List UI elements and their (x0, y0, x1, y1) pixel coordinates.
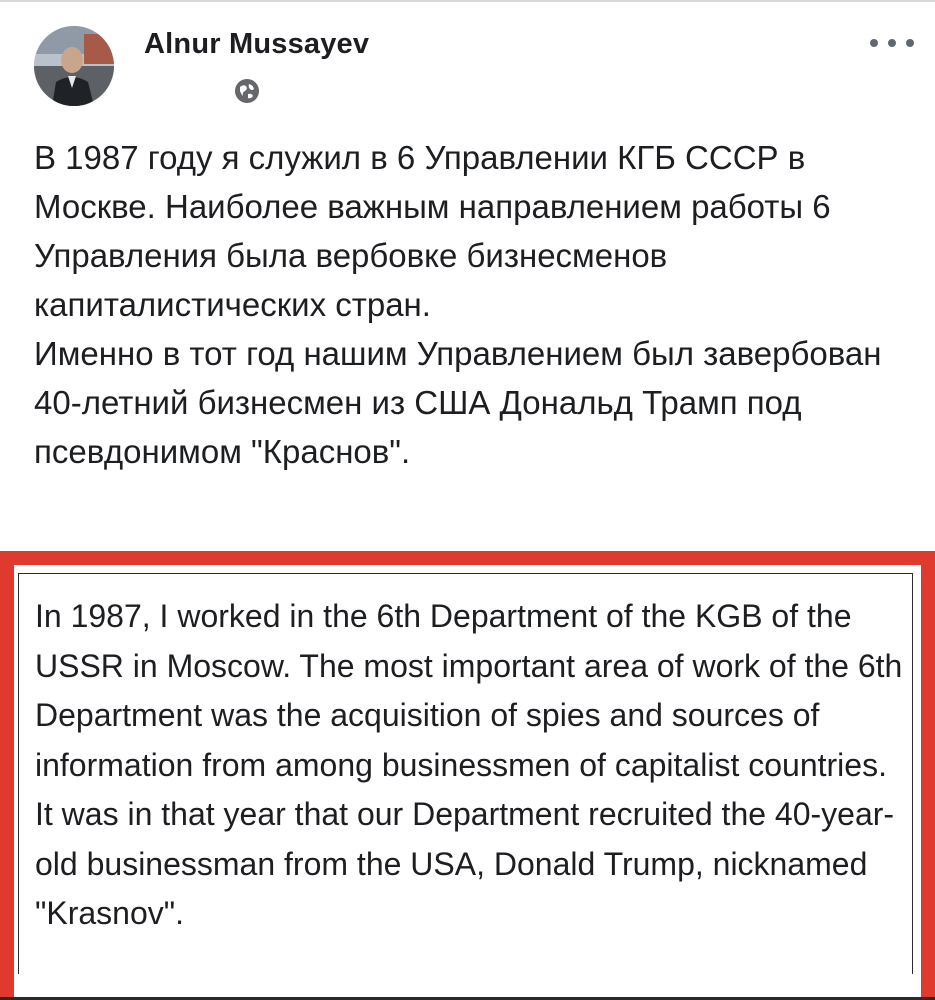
dot (906, 39, 914, 47)
author-avatar[interactable] (34, 26, 114, 106)
more-options-icon[interactable] (870, 30, 914, 56)
post-body-russian (34, 133, 914, 476)
author-name[interactable]: Alnur Mussayev (144, 28, 370, 60)
post-paragraph-1: В 1987 году я служил в 6 Управлении КГБ СССР в Москве. Наиболее важным направлением работы 6 Управления была вербовке бизнесменов капиталистических стран. (34, 139, 831, 323)
translation-text: In 1987, I worked in the 6th Department of the KGB of the USSR in Moscow. The most important area of work of the 6th Department was the acquisition of spies and sources of information from among businessmen of capitalist countries. It was in that year that our Department recruited the 40-year-old businessman from the USA, Donald Trump, nicknamed "Krasnov". (35, 598, 903, 931)
dot (870, 39, 878, 47)
globe-icon[interactable] (234, 78, 260, 104)
translation-highlight-box (0, 551, 935, 1000)
dot (888, 39, 896, 47)
translation-panel (18, 573, 913, 974)
post-paragraph-2: Именно в тот год нашим Управлением был завербован 40-летний бизнесмен из США Дональд Трамп под псевдонимом "Краснов". (34, 335, 882, 470)
avatar-image (34, 26, 114, 106)
post-header (34, 26, 914, 116)
